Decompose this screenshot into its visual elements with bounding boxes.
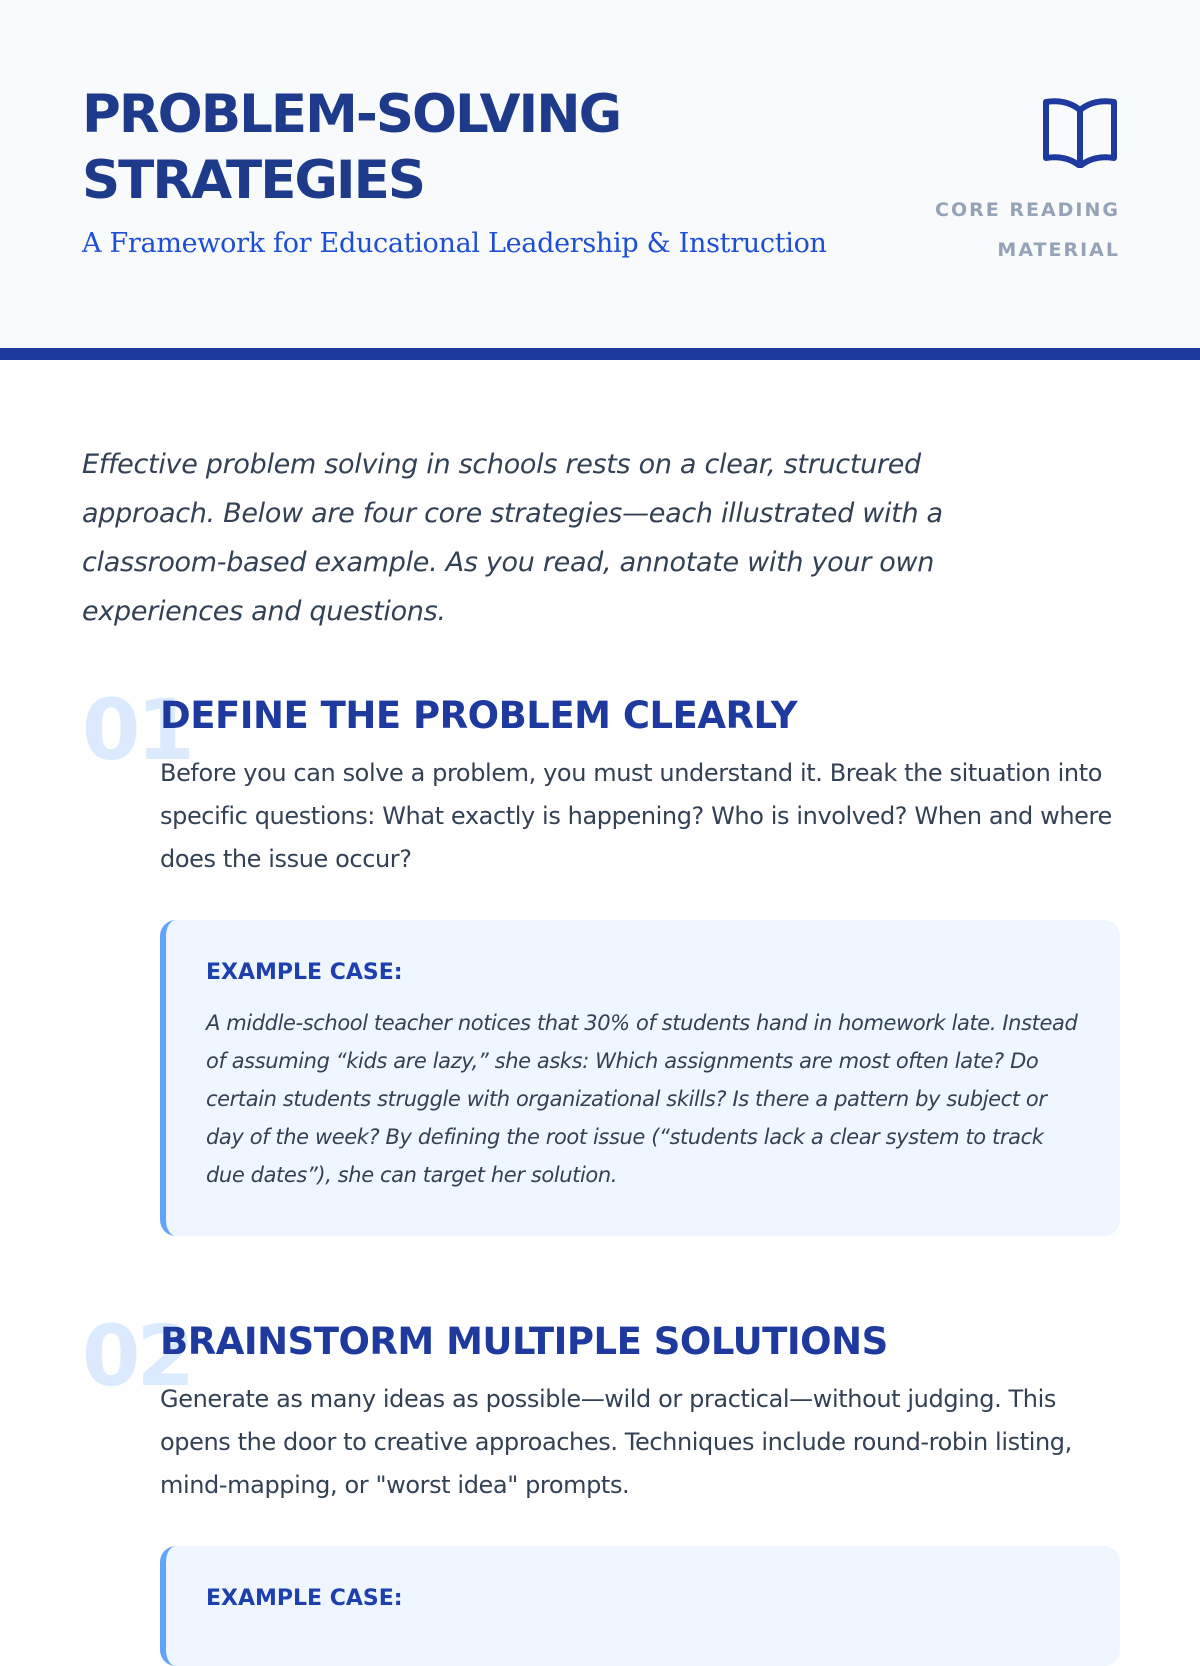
section-title: DEFINE THE PROBLEM CLEARLY	[160, 694, 798, 737]
core-reading-label	[900, 190, 1120, 270]
section-body: Before you can solve a problem, you must understand it. Break the situation into specific questions: What exactly is happening? Who is involved? When and where does the issue occur?	[160, 759, 1112, 873]
section-number: 01	[82, 681, 191, 779]
core-label-line-1: CORE READING	[935, 199, 1120, 221]
section-body: Generate as many ideas as possible—wild or practical—without judging. This opens the door to creative approaches. Techniques include round-robin listing, mind-mapping, or "worst idea" prompts.	[160, 1385, 1072, 1499]
core-label-line-2: MATERIAL	[997, 239, 1120, 261]
title-line-1: PROBLEM-SOLVING	[82, 84, 621, 145]
title-line-2: STRATEGIES	[82, 150, 424, 211]
open-book-icon	[1040, 96, 1120, 168]
page-title	[82, 82, 842, 214]
example-case-label: EXAMPLE CASE:	[206, 1586, 403, 1611]
page-header	[0, 0, 1200, 360]
intro-paragraph: Effective problem solving in schools rests on a clear, structured approach. Below are four core strategies—each illustrated with a classroom-based example. As you read, annotate with your own experiences and questions.	[82, 449, 943, 627]
example-case-label: EXAMPLE CASE:	[206, 960, 403, 985]
example-case-box	[160, 920, 1120, 1236]
section-title: BRAINSTORM MULTIPLE SOLUTIONS	[160, 1320, 888, 1363]
page-subtitle: A Framework for Educational Leadership & Instruction	[82, 228, 827, 259]
example-case-text: A middle-school teacher notices that 30% of students hand in homework late. Instead of assuming “kids are lazy,” she asks: Which assignments are most often late? Do certain students struggle with organizational skills? Is there a pattern by subject or day of the week? By defining the root issue (“students lack a clear system to track due dates”), she can target her solution.	[206, 1011, 1078, 1187]
section-number: 02	[82, 1307, 191, 1405]
example-case-box	[160, 1546, 1120, 1666]
